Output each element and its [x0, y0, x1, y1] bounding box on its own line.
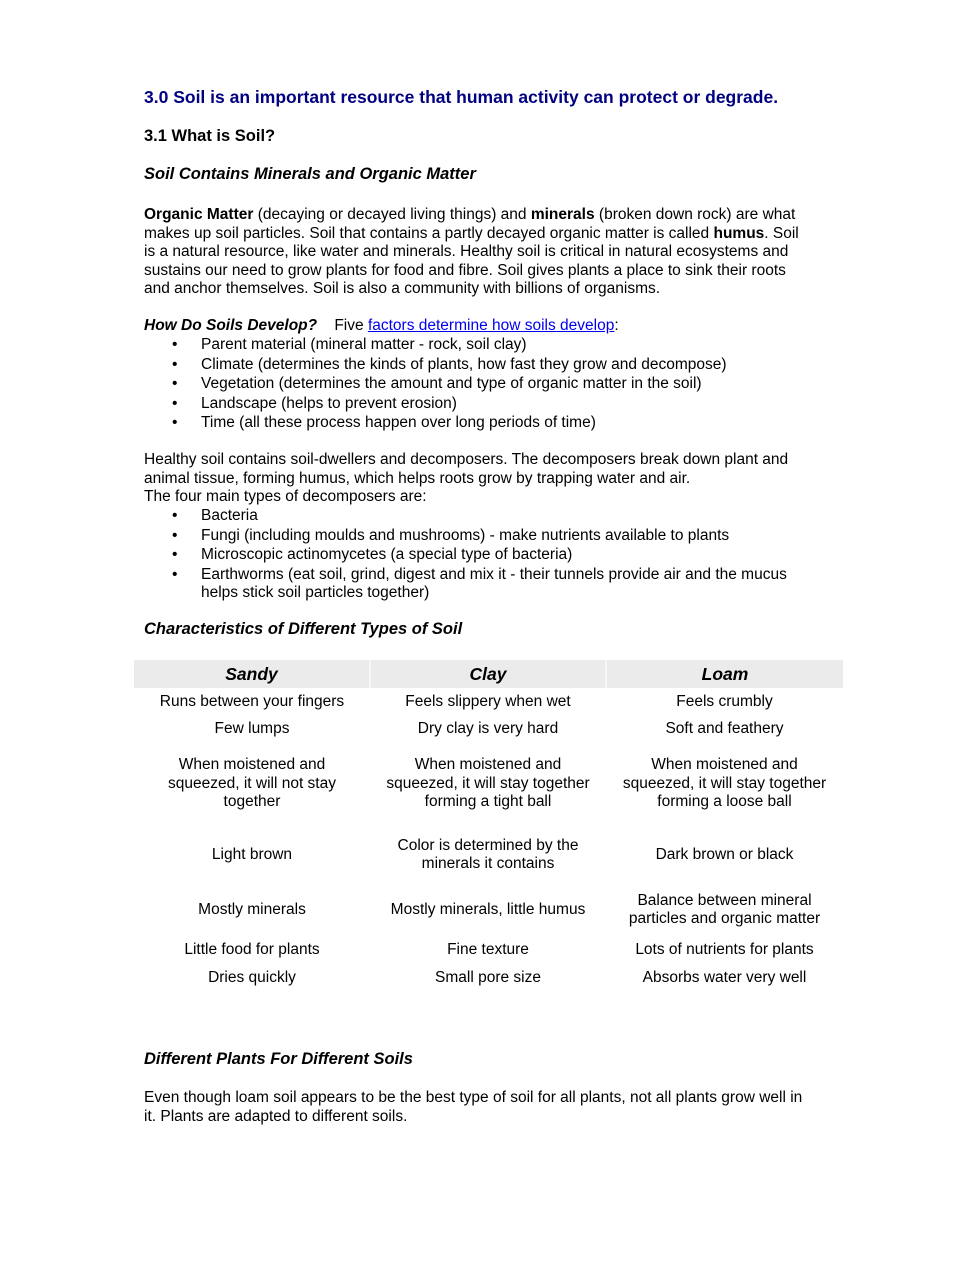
minerals-subheading: Soil Contains Minerals and Organic Matter — [144, 165, 476, 183]
cell-text: When moistened and — [178, 756, 326, 774]
table-cell — [606, 825, 843, 885]
bullet-icon: • — [172, 526, 178, 544]
cell-text: Lots of nutrients for plants — [635, 940, 814, 958]
factors-list — [144, 336, 834, 434]
table-cell — [134, 935, 370, 965]
main-heading — [144, 88, 778, 107]
table-cell — [134, 965, 370, 991]
paragraph-line: sustains our need to grow plants for food and fibre. Soil gives plants a place to sink their roots — [144, 261, 786, 279]
cell-text: squeezed, it will stay together — [622, 774, 827, 792]
cell-text: Fine texture — [447, 940, 529, 958]
paragraph-line: Even though loam soil appears to be the best type of soil for all plants, not all plants grow well in — [144, 1089, 803, 1106]
minerals-term: minerals — [530, 206, 595, 223]
cell-text: minerals it contains — [421, 855, 555, 872]
list-item — [144, 414, 834, 433]
table-cell — [134, 716, 370, 743]
bullet-icon: • — [172, 355, 178, 373]
cell-text: When moistened and — [414, 756, 562, 774]
bullet-icon: • — [172, 414, 178, 431]
table-row — [134, 965, 843, 991]
minerals-paragraph — [144, 206, 834, 299]
list-item — [144, 546, 834, 565]
table-cell — [370, 743, 606, 825]
characteristics-subheading: Characteristics of Different Types of Soil — [144, 620, 463, 638]
cell-text: forming a tight ball — [424, 793, 552, 811]
bullet-icon: • — [172, 546, 178, 563]
list-item-text: Climate (determines the kinds of plants, how fast they grow and decompose) — [201, 355, 727, 373]
table-cell — [606, 688, 843, 716]
decomposers-paragraph — [144, 451, 834, 507]
table-cell — [606, 885, 843, 935]
cell-text: Soft and feathery — [665, 720, 784, 738]
cell-text: Dark brown or black — [655, 845, 794, 863]
paragraph-line — [144, 206, 834, 225]
bullet-icon: • — [172, 507, 178, 524]
table-cell — [134, 743, 370, 825]
cell-text: Feels slippery when wet — [405, 692, 571, 710]
cell-text: Little food for plants — [184, 940, 320, 958]
table-cell — [606, 716, 843, 743]
cell-text: together — [223, 793, 281, 811]
paragraph-line: it. Plants are adapted to different soils. — [144, 1107, 408, 1125]
table-header-row — [134, 660, 843, 688]
develop-intro-text: Five — [334, 317, 368, 334]
cell-text: Balance between mineral — [637, 891, 812, 909]
factors-link[interactable]: factors determine how soils develop — [367, 317, 615, 334]
list-item-text: Bacteria — [201, 507, 258, 524]
paragraph-line — [144, 225, 834, 244]
table-row — [134, 935, 843, 965]
table-cell — [606, 935, 843, 965]
plants-paragraph — [144, 1089, 834, 1126]
develop-line — [144, 317, 834, 336]
cell-text: Absorbs water very well — [642, 968, 807, 986]
paragraph-line: is a natural resource, like water and minerals. Healthy soil is critical in natural ecosystems and — [144, 243, 789, 260]
cell-text: Few lumps — [214, 720, 290, 738]
cell-text: squeezed, it will not stay — [167, 774, 336, 792]
cell-text: When moistened and — [651, 756, 798, 774]
list-item — [144, 395, 834, 414]
develop-question: How Do Soils Develop? — [144, 317, 318, 334]
list-item — [144, 356, 834, 375]
list-item-text: Vegetation (determines the amount and type of organic matter in the soil) — [201, 375, 702, 392]
cell-text: Mostly minerals, little humus — [390, 900, 586, 918]
list-item-text: Time (all these process happen over long periods of time) — [201, 414, 596, 431]
list-item-text: Parent material (mineral matter - rock, soil clay) — [201, 336, 527, 353]
table-row — [134, 716, 843, 743]
cell-text: Dry clay is very hard — [417, 720, 559, 738]
section-heading: 3.1 What is Soil? — [144, 127, 276, 145]
cell-text: forming a loose ball — [657, 793, 792, 811]
cell-text: Color is determined by the — [397, 836, 579, 854]
table-cell — [606, 743, 843, 825]
column-header-loam: Loam — [606, 660, 843, 688]
table-row — [134, 825, 843, 885]
bullet-icon: • — [172, 394, 178, 412]
cell-text: Dries quickly — [208, 968, 296, 986]
cell-text: particles and organic matter — [628, 910, 821, 927]
paragraph-text: . Soil — [764, 224, 799, 242]
list-item — [144, 527, 834, 546]
develop-colon: : — [614, 317, 619, 334]
table-cell — [134, 688, 370, 716]
cell-text: Small pore size — [435, 968, 541, 986]
cell-text: Runs between your fingers — [159, 692, 345, 710]
list-item-text: Microscopic actinomycetes (a special type of bacteria) — [201, 546, 573, 563]
heading-title: Soil is an important resource that human activity can protect or degrade. — [173, 87, 779, 107]
soil-types-table — [134, 660, 843, 991]
table-cell — [606, 965, 843, 991]
bullet-icon: • — [172, 336, 178, 353]
paragraph-text: (decaying or decayed living things) and — [253, 206, 531, 223]
cell-text: Feels crumbly — [676, 692, 773, 710]
paragraph-line: animal tissue, forming humus, which helps roots grow by trapping water and air. — [144, 469, 691, 487]
decomposers-list — [144, 507, 834, 604]
humus-term: humus — [713, 224, 765, 242]
table-cell — [370, 716, 606, 743]
develop-intro — [144, 317, 834, 336]
table-row — [134, 688, 843, 716]
table-cell — [370, 688, 606, 716]
table-row — [134, 743, 843, 825]
paragraph-line: The four main types of decomposers are: — [144, 488, 427, 505]
paragraph-line: Healthy soil contains soil-dwellers and decomposers. The decomposers break down plant and — [144, 451, 789, 468]
bullet-icon: • — [172, 375, 178, 392]
list-item — [144, 507, 834, 526]
table-cell — [134, 885, 370, 935]
organic-matter-term: Organic Matter — [144, 206, 254, 223]
cell-text: Mostly minerals — [198, 900, 306, 918]
cell-text: Light brown — [211, 845, 293, 863]
table-cell — [134, 825, 370, 885]
list-item-text: helps stick soil particles together) — [201, 584, 430, 601]
list-item — [144, 566, 834, 603]
heading-number: 3.0 — [144, 87, 169, 107]
list-item-text: Earthworms (eat soil, grind, digest and mix it - their tunnels provide air and the mucus — [201, 565, 787, 583]
list-item-text: Fungi (including moulds and mushrooms) - make nutrients available to plants — [201, 526, 730, 544]
column-header-clay: Clay — [370, 660, 606, 688]
table-cell — [370, 965, 606, 991]
table-cell — [370, 885, 606, 935]
cell-text: squeezed, it will stay together — [386, 774, 590, 792]
column-header-sandy: Sandy — [134, 660, 370, 688]
paragraph-text: makes up soil particles. Soil that contains a partly decayed organic matter is called — [144, 224, 714, 242]
paragraph-line: and anchor themselves. Soil is also a community with billions of organisms. — [144, 280, 661, 297]
table-row — [134, 885, 843, 935]
table-cell — [370, 825, 606, 885]
paragraph-text: (broken down rock) are what — [594, 206, 796, 223]
list-item — [144, 336, 834, 355]
list-item — [144, 375, 834, 394]
bullet-icon: • — [172, 565, 178, 583]
plants-subheading: Different Plants For Different Soils — [144, 1050, 413, 1068]
table-cell — [370, 935, 606, 965]
list-item-text: Landscape (helps to prevent erosion) — [201, 394, 457, 412]
